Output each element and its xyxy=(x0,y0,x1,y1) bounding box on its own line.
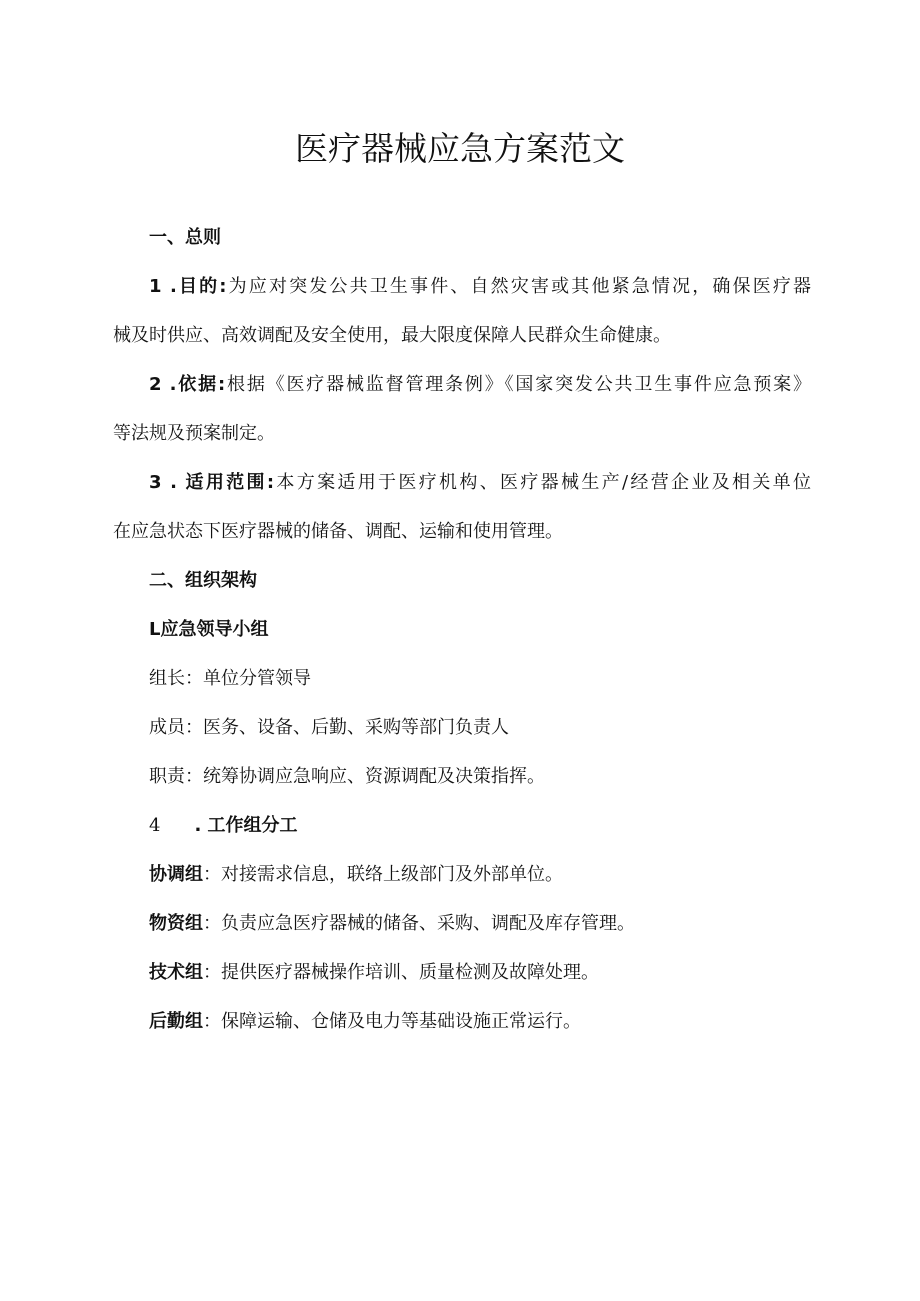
working-group-text: ：对接需求信息，联络上级部门及外部单位。 xyxy=(203,864,563,885)
scope-label: 3 . 适用范围: xyxy=(149,472,275,493)
basis-text-1: 根据《医疗器械监督管理条例》《国家突发公共卫生事件应急预案》 xyxy=(225,374,812,395)
leadership-leader: 组长：单位分管领导 xyxy=(149,668,311,689)
purpose-line-1 xyxy=(113,274,811,300)
working-groups-heading: . 工作组分工 xyxy=(194,815,298,836)
scope-line-2: 在应急状态下医疗器械的储备、调配、运输和使用管理。 xyxy=(113,521,563,542)
working-group-text: ：保障运输、仓储及电力等基础设施正常运行。 xyxy=(203,1011,581,1032)
working-group-name: 物资组 xyxy=(149,913,203,934)
working-group-item xyxy=(149,911,635,937)
working-groups-heading-line xyxy=(149,813,298,839)
scope-line-1 xyxy=(113,470,811,496)
working-group-text: ：提供医疗器械操作培训、质量检测及故障处理。 xyxy=(203,962,599,983)
working-group-item xyxy=(149,1009,581,1035)
basis-label: 2 .依据: xyxy=(149,374,226,395)
purpose-line-2: 械及时供应、高效调配及安全使用，最大限度保障人民群众生命健康。 xyxy=(113,325,671,346)
working-group-name: 协调组 xyxy=(149,864,203,885)
working-group-name: 技术组 xyxy=(149,962,203,983)
purpose-text-1: 为应对突发公共卫生事件、自然灾害或其他紧急情况，确保医疗器 xyxy=(226,276,812,297)
leadership-group-heading: L应急领导小组 xyxy=(149,619,269,640)
section-general-heading: 一、总则 xyxy=(149,227,221,248)
purpose-label: 1 .目的: xyxy=(149,276,227,297)
basis-line-2: 等法规及预案制定。 xyxy=(113,423,275,444)
working-group-text: ：负责应急医疗器械的储备、采购、调配及库存管理。 xyxy=(203,913,635,934)
working-groups-number: 4 xyxy=(149,815,161,836)
leadership-members: 成员：医务、设备、后勤、采购等部门负责人 xyxy=(149,717,509,738)
working-group-name: 后勤组 xyxy=(149,1011,203,1032)
leadership-duties: 职责：统筹协调应急响应、资源调配及决策指挥。 xyxy=(149,766,545,787)
document-title: 医疗器械应急方案范文 xyxy=(295,129,625,168)
section-organization-heading: 二、组织架构 xyxy=(149,570,257,591)
working-group-item xyxy=(149,960,599,986)
scope-text-1: 本方案适用于医疗机构、医疗器械生产/经营企业及相关单位 xyxy=(274,472,812,493)
working-group-item xyxy=(149,862,563,888)
basis-line-1 xyxy=(113,372,811,398)
